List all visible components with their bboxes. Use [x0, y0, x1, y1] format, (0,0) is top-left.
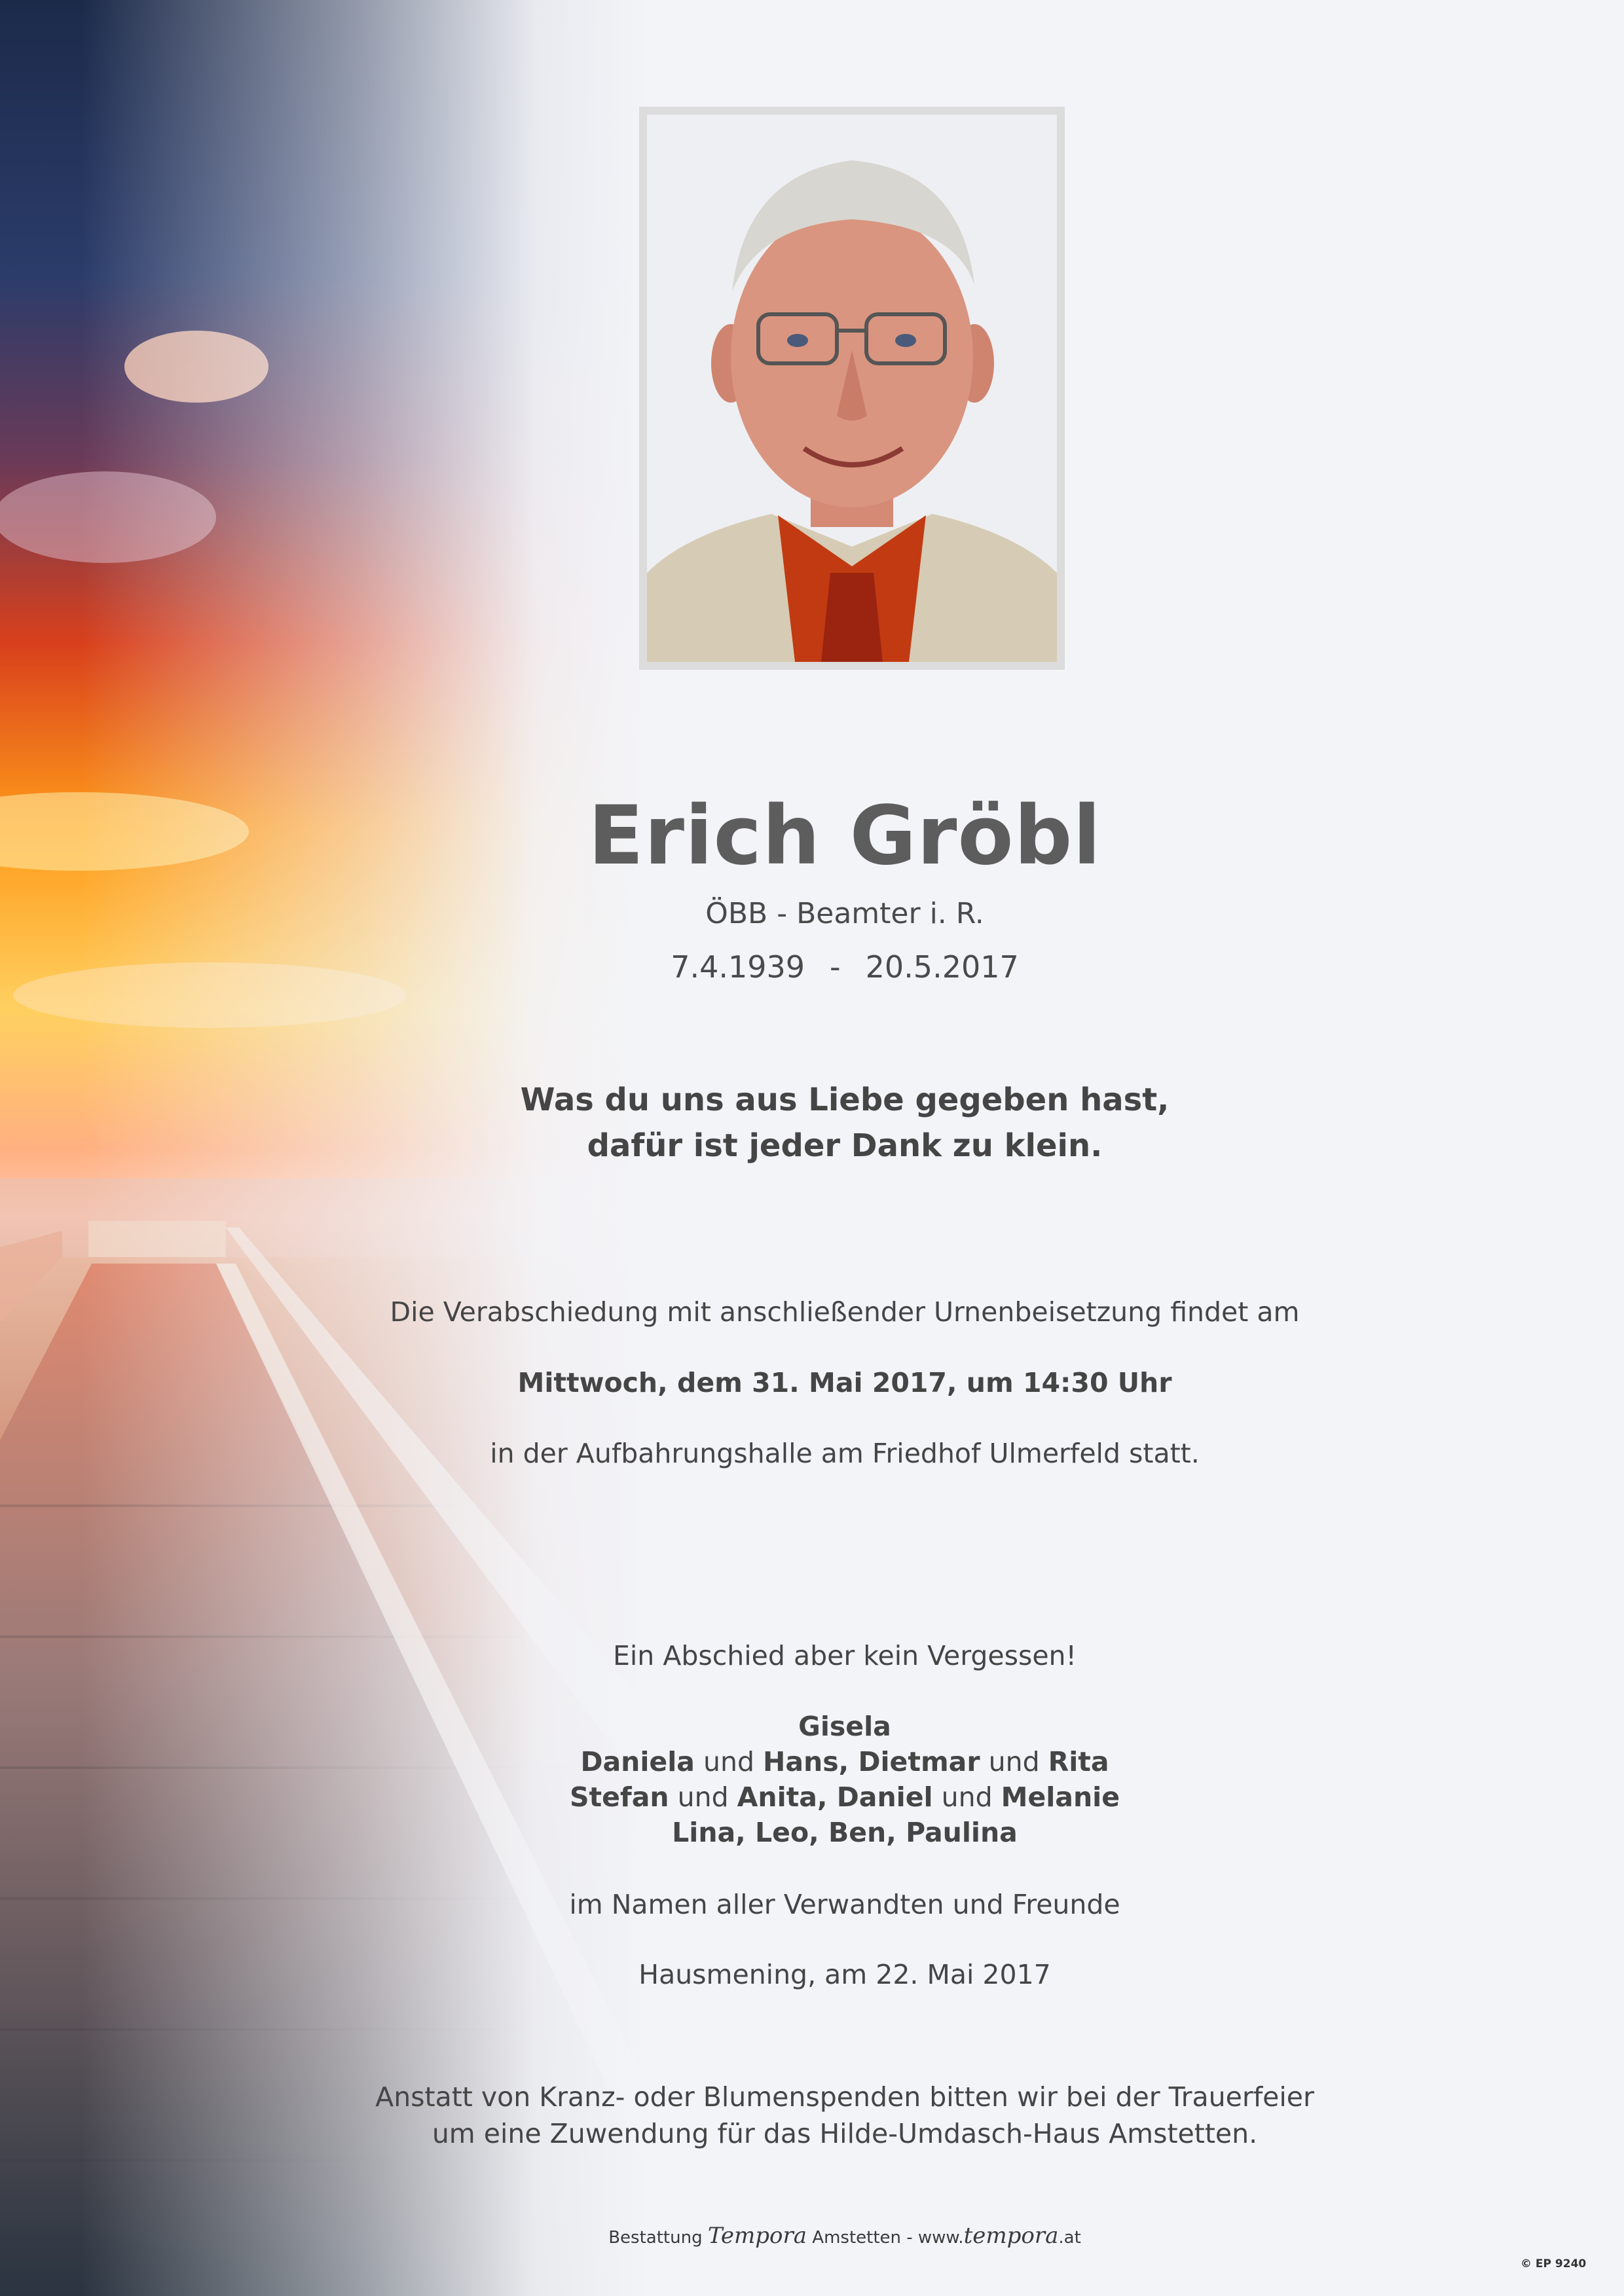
mourner-name: Anita, Daniel	[737, 1781, 933, 1813]
donation-line: um eine Zuwendung für das Hilde-Umdasch-Haus Amstetten.	[432, 2118, 1258, 2149]
conjunction: und	[932, 1781, 1001, 1813]
conjunction: und	[980, 1746, 1048, 1777]
mourner-name: Daniela	[580, 1746, 695, 1777]
life-dates	[0, 949, 1624, 985]
donation-line: Anstatt von Kranz- oder Blumenspenden bitten wir bei der Trauerfeier	[375, 2081, 1314, 2113]
mourner-name: Stefan	[569, 1781, 669, 1813]
conjunction: und	[694, 1746, 764, 1777]
deceased-name: Erich Gröbl	[588, 789, 1101, 883]
mourner-name: Melanie	[1001, 1781, 1120, 1813]
ceremony-details	[0, 1296, 1624, 1508]
portrait-photo-frame	[639, 107, 1065, 670]
footer-prefix: Bestattung	[608, 2228, 708, 2248]
funeral-home-footer	[0, 2223, 1624, 2249]
mourner-name: Hans, Dietmar	[763, 1746, 980, 1777]
memorial-quote	[0, 1077, 1624, 1169]
mourner-name: Lina, Leo, Ben, Paulina	[672, 1817, 1018, 1848]
portrait-photo	[647, 115, 1057, 662]
quote-line: dafür ist jeder Dank zu klein.	[587, 1127, 1103, 1164]
mourners-line	[0, 1709, 1624, 1744]
mourners-list	[0, 1709, 1624, 1850]
mourners-line	[0, 1744, 1624, 1779]
place-date: Hausmening, am 22. Mai 2017	[638, 1959, 1051, 1990]
conjunction: und	[669, 1781, 737, 1813]
website-brand: tempora	[963, 2223, 1059, 2249]
ceremony-location: in der Aufbahrungshalle am Friedhof Ulmerfeld statt.	[490, 1438, 1200, 1469]
mourner-name: Rita	[1048, 1746, 1109, 1777]
mourners-line	[0, 1779, 1624, 1815]
footer-middle: Amstetten - www.	[807, 2228, 964, 2248]
death-date: 20.5.2017	[865, 949, 1019, 985]
farewell-line: Ein Abschied aber kein Vergessen!	[613, 1640, 1077, 1671]
date-separator: -	[830, 949, 841, 985]
website-suffix: .at	[1058, 2228, 1081, 2248]
funeral-home-logo: Tempora	[707, 2223, 807, 2249]
ceremony-line: Die Verabschiedung mit anschließender Urnenbeisetzung findet am	[390, 1296, 1300, 1328]
ceremony-date-time: Mittwoch, dem 31. Mai 2017, um 14:30 Uhr	[517, 1367, 1172, 1398]
quote-line: Was du uns aus Liebe gegeben hast,	[520, 1082, 1170, 1118]
mourners-line	[0, 1815, 1624, 1850]
donation-request	[0, 2079, 1624, 2152]
print-code: © EP 9240	[1521, 2257, 1587, 2270]
mourner-name: Gisela	[798, 1711, 891, 1742]
birth-date: 7.4.1939	[671, 949, 805, 985]
occupation: ÖBB - Beamter i. R.	[705, 897, 984, 930]
relatives-line: im Namen aller Verwandten und Freunde	[569, 1889, 1120, 1920]
